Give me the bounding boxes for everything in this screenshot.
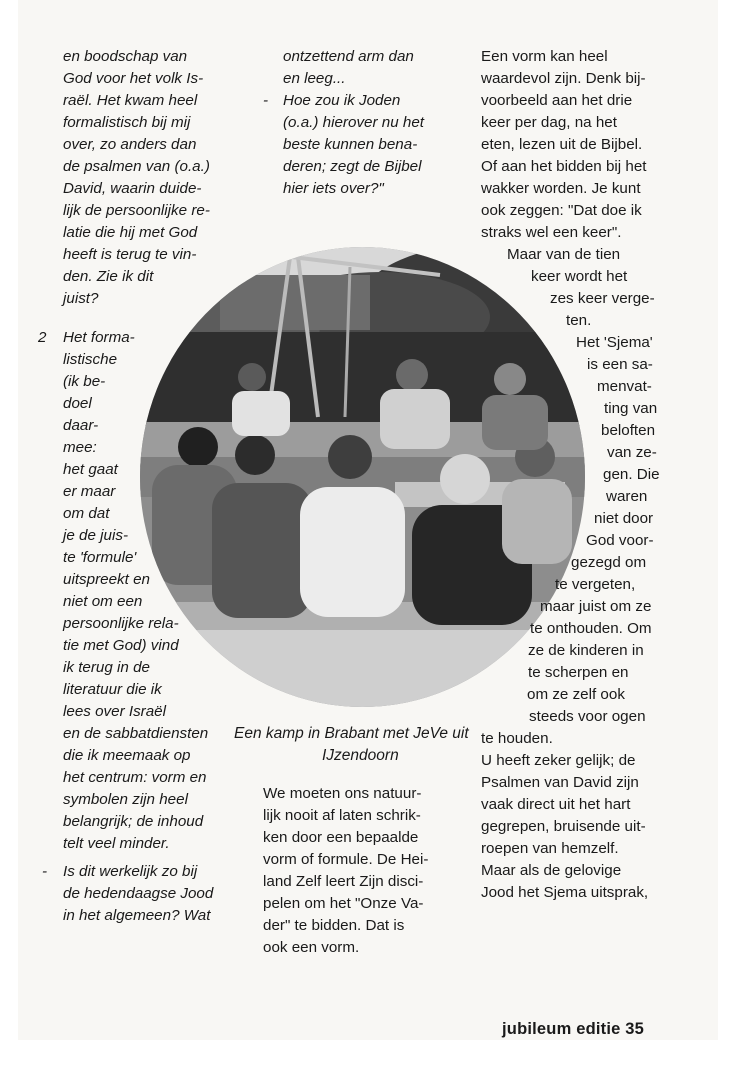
text-line: maar juist om ze: [540, 598, 652, 615]
text-line: te vergeten,: [555, 576, 636, 593]
text-line: gegrepen, bruisende uit-: [481, 818, 646, 835]
text-line: wakker worden. Je kunt: [481, 180, 641, 197]
text-line: niet door: [594, 510, 654, 527]
text-line: Maar van de tien: [507, 246, 621, 263]
text-line: Of aan het bidden bij het: [481, 158, 647, 175]
text-line: waren: [606, 488, 648, 505]
text-line: juist?: [63, 290, 99, 307]
text-line: der" te bidden. Dat is: [263, 917, 405, 934]
text-line: pelen om het "Onze Va-: [263, 895, 424, 912]
text-line: die ik meemaak op: [63, 747, 191, 764]
text-line: steeds voor ogen: [529, 708, 646, 725]
page-footer: jubileum editie 35: [502, 1020, 645, 1038]
text-line: We moeten ons natuur-: [263, 785, 422, 802]
text-line: over, zo anders dan: [63, 136, 197, 153]
text-line: lijk de persoonlijke re-: [63, 202, 210, 219]
text-line: den. Zie ik dit: [63, 268, 154, 285]
text-line: raël. Het kwam heel: [63, 92, 198, 109]
text-line: belangrijk; de inhoud: [63, 813, 204, 830]
text-line: telt veel minder.: [63, 835, 170, 852]
page-edge: [718, 0, 738, 1068]
text-line: Hoe zou ik Joden: [283, 92, 401, 109]
text-line: Is dit werkelijk zo bij: [63, 863, 198, 880]
list-number: 2: [38, 329, 47, 346]
text-line: vorm of formule. De Hei-: [263, 851, 429, 868]
text-line: te onthouden. Om: [530, 620, 652, 637]
text-line: voorbeeld aan het drie: [481, 92, 633, 109]
text-line: waardevol zijn. Denk bij-: [481, 70, 646, 87]
text-line: ten.: [566, 312, 592, 329]
text-line: te 'formule': [63, 549, 137, 566]
text-line: listische: [63, 351, 118, 368]
text-line: roepen van hemzelf.: [481, 840, 619, 857]
text-line: om ze zelf ook: [527, 686, 625, 703]
text-line: ontzettend arm dan: [283, 48, 414, 65]
text-line: tie met God) vind: [63, 637, 179, 654]
camp-photo: [140, 247, 585, 707]
text-line: (o.a.) hierover nu het: [283, 114, 424, 131]
text-line: Een vorm kan heel: [481, 48, 608, 65]
photo-caption: IJzendoorn: [322, 747, 399, 764]
text-line: ken door een bepaalde: [263, 829, 419, 846]
text-line: niet om een: [63, 593, 143, 610]
text-line: straks wel een keer".: [481, 224, 622, 241]
text-line: te scherpen en: [528, 664, 629, 681]
text-line: zes keer verge-: [550, 290, 655, 307]
text-line: beloften: [601, 422, 656, 439]
text-line: het centrum: vorm en: [63, 769, 207, 786]
text-line: God voor-: [586, 532, 654, 549]
text-line: lijk nooit af laten schrik-: [263, 807, 421, 824]
bullet-dash: -: [263, 92, 269, 109]
text-line: ik terug in de: [63, 659, 150, 676]
text-line: lees over Israël: [63, 703, 166, 720]
text-line: en boodschap van: [63, 48, 188, 65]
text-line: gen. Die: [603, 466, 660, 483]
text-line: ook zeggen: "Dat doe ik: [481, 202, 642, 219]
text-line: Jood het Sjema uitsprak,: [481, 884, 649, 901]
text-line: ze de kinderen in: [528, 642, 644, 659]
photo-caption: Een kamp in Brabant met JeVe uit: [234, 725, 469, 742]
text-line: om dat: [63, 505, 110, 522]
text-line: (ik be-: [63, 373, 106, 390]
text-line: de hedendaagse Jood: [63, 885, 214, 902]
text-line: Maar als de gelovige: [481, 862, 622, 879]
text-line: mee:: [63, 439, 97, 456]
text-line: deren; zegt de Bijbel: [283, 158, 422, 175]
text-line: gezegd om: [571, 554, 647, 571]
text-line: te houden.: [481, 730, 553, 747]
text-line: het gaat: [63, 461, 118, 478]
text-line: symbolen zijn heel: [63, 791, 188, 808]
text-line: daar-: [63, 417, 99, 434]
text-line: is een sa-: [587, 356, 653, 373]
text-line: ook een vorm.: [263, 939, 360, 956]
text-line: U heeft zeker gelijk; de: [481, 752, 636, 769]
text-line: God voor het volk Is-: [63, 70, 204, 87]
text-line: keer wordt het: [531, 268, 628, 285]
text-line: doel: [63, 395, 92, 412]
text-line: hier iets over?": [283, 180, 384, 197]
text-line: en de sabbatdiensten: [63, 725, 209, 742]
text-line: Psalmen van David zijn: [481, 774, 639, 791]
text-line: uitspreekt en: [63, 571, 150, 588]
text-line: menvat-: [597, 378, 652, 395]
bullet-dash: -: [42, 863, 48, 880]
text-line: ting van: [604, 400, 658, 417]
text-line: beste kunnen bena-: [283, 136, 418, 153]
text-line: keer per dag, na het: [481, 114, 617, 131]
text-line: persoonlijke rela-: [63, 615, 179, 632]
text-line: land Zelf leert Zijn disci-: [263, 873, 424, 890]
text-line: heeft is terug te vin-: [63, 246, 197, 263]
text-line: er maar: [63, 483, 116, 500]
text-line: en leeg...: [283, 70, 346, 87]
text-line: David, waarin duide-: [63, 180, 202, 197]
text-line: je de juis-: [63, 527, 128, 544]
text-line: Het 'Sjema': [576, 334, 653, 351]
text-line: literatuur die ik: [63, 681, 162, 698]
text-line: de psalmen van (o.a.): [63, 158, 210, 175]
text-line: formalistisch bij mij: [63, 114, 191, 131]
text-line: vaak direct uit het hart: [481, 796, 631, 813]
text-line: latie die hij met God: [63, 224, 198, 241]
text-line: eten, lezen uit de Bijbel.: [481, 136, 643, 153]
text-line: van ze-: [607, 444, 657, 461]
text-line: in het algemeen? Wat: [63, 907, 211, 924]
text-line: Het forma-: [63, 329, 135, 346]
